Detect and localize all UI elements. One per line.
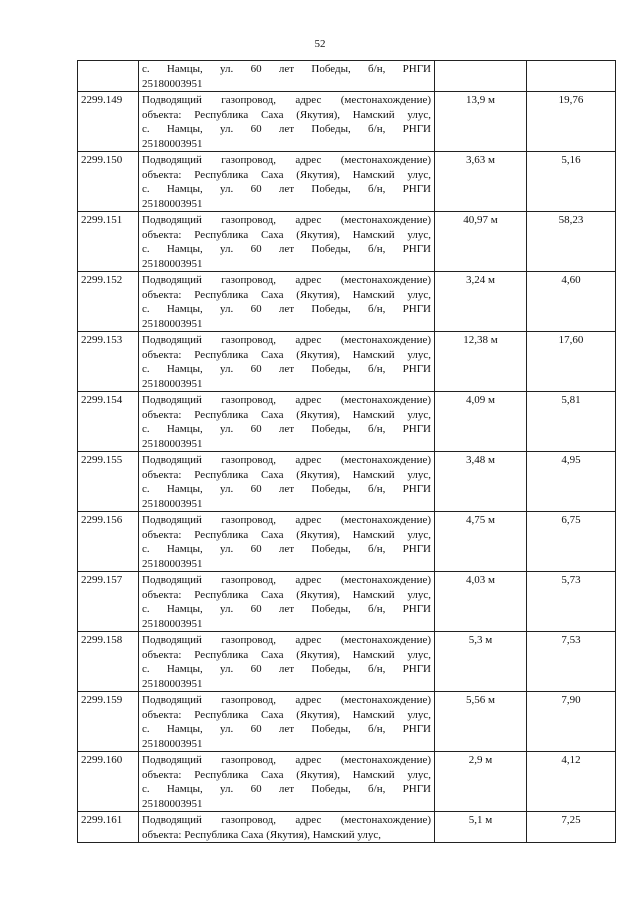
value-cell <box>527 61 616 92</box>
description-line: 25180003951 <box>142 197 203 210</box>
row-number-cell: 2299.150 <box>78 152 139 212</box>
description-line: с. Намцы, ул. 60 лет Победы, б/н, РНГИ <box>142 783 431 795</box>
description-line: 25180003951 <box>142 377 203 390</box>
description-line: объекта: Республика Саха (Якутия), Намский улус, <box>142 288 431 301</box>
description-line: 25180003951 <box>142 797 203 810</box>
description-line: 25180003951 <box>142 317 203 330</box>
value-cell: 58,23 <box>527 212 616 272</box>
description-cell <box>139 512 435 572</box>
value-cell: 7,25 <box>527 812 616 843</box>
description-cell <box>139 572 435 632</box>
table-row <box>78 272 616 332</box>
row-number-cell <box>78 61 139 92</box>
description-line: Подводящий газопровод, адрес (местонахождение) <box>142 394 431 406</box>
registry-table-body <box>78 61 616 843</box>
value-cell: 4,95 <box>527 452 616 512</box>
row-number-cell: 2299.149 <box>78 92 139 152</box>
row-number-cell: 2299.155 <box>78 452 139 512</box>
description-line: 25180003951 <box>142 497 203 510</box>
description-line: с. Намцы, ул. 60 лет Победы, б/н, РНГИ <box>142 363 431 375</box>
length-cell: 5,3 м <box>435 632 527 692</box>
table-row <box>78 812 616 843</box>
table-row <box>78 212 616 272</box>
description-line: с. Намцы, ул. 60 лет Победы, б/н, РНГИ <box>142 423 431 435</box>
description-line: объекта: Республика Саха (Якутия), Намский улус, <box>142 768 431 781</box>
value-cell: 4,12 <box>527 752 616 812</box>
length-cell: 40,97 м <box>435 212 527 272</box>
row-number-cell: 2299.157 <box>78 572 139 632</box>
value-cell: 4,60 <box>527 272 616 332</box>
description-line: Подводящий газопровод, адрес (местонахождение) <box>142 154 431 166</box>
page-number: 52 <box>314 38 326 50</box>
description-cell <box>139 61 435 92</box>
table-row <box>78 572 616 632</box>
row-number-cell: 2299.160 <box>78 752 139 812</box>
length-cell: 5,56 м <box>435 692 527 752</box>
description-line: с. Намцы, ул. 60 лет Победы, б/н, РНГИ <box>142 183 431 195</box>
description-line: объекта: Республика Саха (Якутия), Намский улус, <box>142 408 431 421</box>
description-line: с. Намцы, ул. 60 лет Победы, б/н, РНГИ <box>142 63 431 75</box>
description-line: объекта: Республика Саха (Якутия), Намский улус, <box>142 588 431 601</box>
value-cell: 6,75 <box>527 512 616 572</box>
description-cell <box>139 332 435 392</box>
row-number-cell: 2299.154 <box>78 392 139 452</box>
table-row <box>78 632 616 692</box>
length-cell: 3,63 м <box>435 152 527 212</box>
description-line: Подводящий газопровод, адрес (местонахождение) <box>142 214 431 226</box>
description-line: объекта: Республика Саха (Якутия), Намский улус, <box>142 228 431 241</box>
description-line: с. Намцы, ул. 60 лет Победы, б/н, РНГИ <box>142 303 431 315</box>
length-cell: 13,9 м <box>435 92 527 152</box>
description-line: с. Намцы, ул. 60 лет Победы, б/н, РНГИ <box>142 543 431 555</box>
description-cell <box>139 752 435 812</box>
description-cell <box>139 812 435 843</box>
row-number-cell: 2299.153 <box>78 332 139 392</box>
table-row <box>78 452 616 512</box>
value-cell: 19,76 <box>527 92 616 152</box>
value-cell: 7,90 <box>527 692 616 752</box>
description-cell <box>139 272 435 332</box>
registry-table <box>77 60 616 843</box>
description-line: Подводящий газопровод, адрес (местонахождение) <box>142 454 431 466</box>
row-number-cell: 2299.151 <box>78 212 139 272</box>
length-cell: 4,75 м <box>435 512 527 572</box>
value-cell: 17,60 <box>527 332 616 392</box>
length-cell: 3,24 м <box>435 272 527 332</box>
description-line: Подводящий газопровод, адрес (местонахождение) <box>142 754 431 766</box>
description-line: 25180003951 <box>142 137 203 150</box>
table-row <box>78 692 616 752</box>
description-line: объекта: Республика Саха (Якутия), Намский улус, <box>142 168 431 181</box>
description-line: с. Намцы, ул. 60 лет Победы, б/н, РНГИ <box>142 723 431 735</box>
description-line: объекта: Республика Саха (Якутия), Намский улус, <box>142 528 431 541</box>
table-row <box>78 392 616 452</box>
description-line: Подводящий газопровод, адрес (местонахождение) <box>142 694 431 706</box>
description-line: с. Намцы, ул. 60 лет Победы, б/н, РНГИ <box>142 243 431 255</box>
description-line: Подводящий газопровод, адрес (местонахождение) <box>142 634 431 646</box>
description-line: Подводящий газопровод, адрес (местонахождение) <box>142 814 431 826</box>
length-cell: 4,03 м <box>435 572 527 632</box>
description-line: с. Намцы, ул. 60 лет Победы, б/н, РНГИ <box>142 483 431 495</box>
table-row <box>78 752 616 812</box>
description-cell <box>139 692 435 752</box>
description-cell <box>139 632 435 692</box>
description-line: Подводящий газопровод, адрес (местонахождение) <box>142 274 431 286</box>
description-line: с. Намцы, ул. 60 лет Победы, б/н, РНГИ <box>142 663 431 675</box>
description-line: объекта: Республика Саха (Якутия), Намский улус, <box>142 708 431 721</box>
table-row-continued <box>78 61 616 92</box>
description-line: 25180003951 <box>142 737 203 750</box>
description-line: 25180003951 <box>142 617 203 630</box>
length-cell <box>435 61 527 92</box>
description-line: объекта: Республика Саха (Якутия), Намский улус, <box>142 108 431 121</box>
table-row <box>78 332 616 392</box>
length-cell: 3,48 м <box>435 452 527 512</box>
description-line: 25180003951 <box>142 257 203 270</box>
description-line: 25180003951 <box>142 677 203 690</box>
description-line: объекта: Республика Саха (Якутия), Намский улус, <box>142 648 431 661</box>
description-cell <box>139 212 435 272</box>
table-row <box>78 92 616 152</box>
row-number-cell: 2299.159 <box>78 692 139 752</box>
description-cell <box>139 392 435 452</box>
value-cell: 5,81 <box>527 392 616 452</box>
description-line: с. Намцы, ул. 60 лет Победы, б/н, РНГИ <box>142 123 431 135</box>
description-line: Подводящий газопровод, адрес (местонахождение) <box>142 94 431 106</box>
description-line: Подводящий газопровод, адрес (местонахождение) <box>142 574 431 586</box>
description-line: 25180003951 <box>142 437 203 450</box>
description-line: объекта: Республика Саха (Якутия), Намский улус, <box>142 348 431 361</box>
description-line: с. Намцы, ул. 60 лет Победы, б/н, РНГИ <box>142 603 431 615</box>
description-cell <box>139 452 435 512</box>
row-number-cell: 2299.158 <box>78 632 139 692</box>
description-cell <box>139 92 435 152</box>
row-number-cell: 2299.161 <box>78 812 139 843</box>
row-number-cell: 2299.152 <box>78 272 139 332</box>
description-line: 25180003951 <box>142 557 203 570</box>
description-line: объекта: Республика Саха (Якутия), Намский улус, <box>142 468 431 481</box>
value-cell: 5,16 <box>527 152 616 212</box>
length-cell: 12,38 м <box>435 332 527 392</box>
description-line: Подводящий газопровод, адрес (местонахождение) <box>142 334 431 346</box>
table-row <box>78 512 616 572</box>
table-row <box>78 152 616 212</box>
length-cell: 2,9 м <box>435 752 527 812</box>
value-cell: 5,73 <box>527 572 616 632</box>
length-cell: 4,09 м <box>435 392 527 452</box>
description-cell <box>139 152 435 212</box>
description-line: 25180003951 <box>142 77 203 90</box>
value-cell: 7,53 <box>527 632 616 692</box>
description-line: Подводящий газопровод, адрес (местонахождение) <box>142 514 431 526</box>
length-cell: 5,1 м <box>435 812 527 843</box>
description-line: объекта: Республика Саха (Якутия), Намский улус, <box>142 828 381 841</box>
row-number-cell: 2299.156 <box>78 512 139 572</box>
